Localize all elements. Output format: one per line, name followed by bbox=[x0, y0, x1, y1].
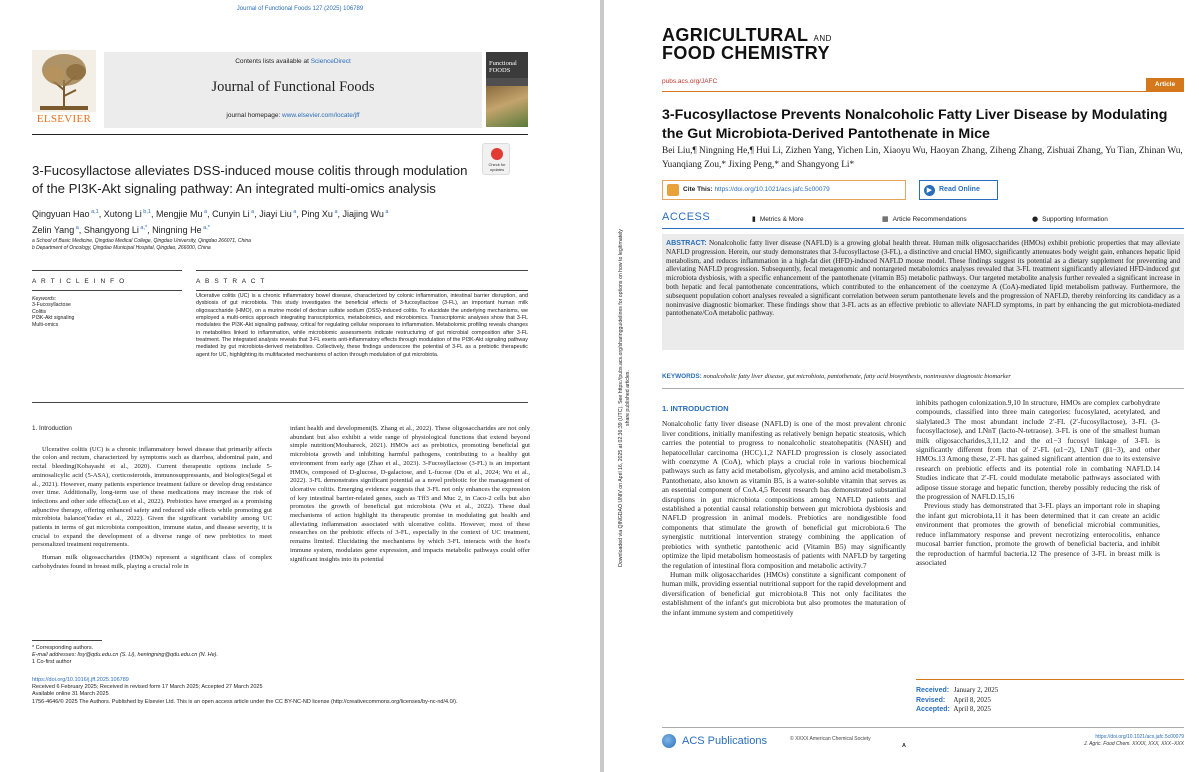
author-affiliation-marker[interactable]: a bbox=[383, 209, 389, 215]
author-name: Cunyin Li bbox=[212, 209, 250, 219]
supporting-info-icon: ● bbox=[1032, 215, 1039, 223]
keywords-text: nonalcoholic fatty liver disease, gut microbiota, pantothenate, fatty acid biosynthesis, noninvasive diagnostic biomarker bbox=[703, 373, 1011, 380]
date-revised: Revised: April 8, 2025 bbox=[916, 695, 991, 704]
author-affiliation-marker[interactable]: a,* bbox=[201, 225, 210, 231]
author-affiliation-marker[interactable]: a,* bbox=[138, 225, 148, 231]
journal-homepage-link[interactable]: www.elsevier.com/locate/jff bbox=[282, 112, 360, 119]
date-accepted: Accepted: April 8, 2025 bbox=[916, 705, 991, 713]
recommendations-icon: ▦ bbox=[882, 215, 889, 223]
journal-citation-line[interactable]: Journal of Functional Foods 127 (2025) 106789 bbox=[236, 6, 364, 12]
footer-citation: J. Agric. Food Chem. XXXX, XXX, XXX−XXX bbox=[1084, 740, 1184, 747]
keywords-block bbox=[32, 296, 182, 328]
article-type-badge: Article bbox=[1146, 78, 1184, 91]
body-column-left bbox=[32, 425, 272, 572]
paragraph: infant health and development(B. Zhang et al., 2022). These oligosaccharides are not only abundant but also exhibit a wide range of physiological functions that extend beyond simple nutrition(Moubareck, 2021). HMOs act as prebiotics, promoting beneficial gut microbiota growth and inhibiting harmful pathogens, contributing to a healthy gut environment from early age (Zhao et al., 2023). 3-Fucosyllactose (3-FL) is an important HMOs, composed of D-glucose, D-galactose, and L-fucose (Du et al., 2024; Wu et al., 2022). 3-FL demonstrates significant potential as a novel prebiotic for the management of ulcerative colitis. Emerging evidence suggests that 3-FL not only enhances the expression of key intestinal barrier-related genes, such as Tff3 and Muc 2, in Caco-2 cells but also promotes the growth of beneficial gut microbiota (Wu et al., 2022). These dual mechanisms of action highlight its therapeutic promise in modulating gut health and alleviating inflammation associated with ulcerative colitis. However, most of these researches on the prebiotic effects of 3-FL, especially in the context of UC treatment, remains limited. Elucidating the mechanisms by which 3-FL interacts with the host's immune system, modulates gene expression, and impacts metabolic pathways could offer significant insights into its potential bbox=[290, 425, 530, 563]
sciencedirect-link[interactable]: ScienceDirect bbox=[310, 58, 351, 65]
author-name: Qingyuan Hao bbox=[32, 209, 90, 219]
elsevier-tree-logo bbox=[32, 50, 96, 120]
cover-image bbox=[486, 86, 528, 127]
intro-heading: 1. Introduction bbox=[32, 425, 72, 432]
body-column-right bbox=[916, 398, 1160, 567]
abstract-text: Ulcerative colitis (UC) is a chronic inflammatory bowel disease, characterized by colonic inflammation, intestinal barrier disruption, and dysbiosis of gut microbiota. This study investigates the beneficial effects of 3-fucosyllactose (3-FL), an important human milk oligosaccharide (HMO), on a murine model of dextran sulfate sodium (DSS)-induced colitis. To elucidate the underlying mechanisms, we employed a multi-omics approach integrating transcriptomics, metabolomics, and microbiomics. Transcriptomic analyses show that 3-FL modulates the PI3K-Akt signaling pathway, critical for regulating cellular responses to inflammation. Metabolomic profiling reveals changes in metabolites linked to inflammation, while microbiomic assessments indicate restructuring of gut microbial composition after 3-FL treatment. The integrated analysis reveals that 3-FL exerts anti-inflammatory effects through modulation of the PI3K-Akt signaling pathway mediated by gut microbiota-derived metabolites. Collectively, these findings underscore the potential of 3-FL as a prebiotic therapeutic agent for UC, highlighting its multifaceted mechanisms of action through modulation of gut microbiota. bbox=[196, 293, 528, 358]
author-name: Mengjie Mu bbox=[155, 209, 203, 219]
tab-metrics-and-more[interactable]: ▮ Metrics & More bbox=[752, 215, 804, 223]
affiliation-a: a School of Basic Medicine, Qingdao Medical College, Qingdao University, Qingdao 266071, China bbox=[32, 238, 251, 244]
paragraph: Human milk oligosaccharides (HMOs) represent a significant class of complex carbohydrates found in breast milk, playing a crucial role in bbox=[32, 554, 272, 570]
author-affiliation-marker[interactable]: a bbox=[249, 209, 255, 215]
author-name: Shangyong Li bbox=[83, 225, 139, 235]
page-journal-of-agricultural-and-food-chemistry: Downloaded via QINGDAO UNIV on April 16, 2025 at 02:36:39 (UTC). See https://pubs.acs.org/sharingguidelines for options on how to legitimately share published articles. AGRICULTURAL AND FOOD CHEMISTRY pubs.acs.org/JAFC Article 3-Fucosyllactose Prevents Nonalcoholic Fatty Liver Disease by Modulating the Gut Microbiota-Derived Pantothenate in Mice Bei Liu,¶ Ningning He,¶ Hui Li, Zizhen Yang, Yichen Lin, Xiaoyu Wu, Haoyan Zhang, Ziheng Zhang, Zishuai Zhang, Yu Tian, Zhinan Wu, Yuanqiang Zou,* Jixing Peng,* and Shangyong Li* Cite This: https://doi.org/10.1021/acs.jafc.5c00079 ▶ Read Online ACCESS ▮ Metrics & More ▦ Article Recommendations ● Supporting Information ABSTRACT: Nonalcoholic fatty liver disease (NAFLD) is a growing global health threat. Human milk oligosaccharides (HMOs) exhibit prebiotic properties that may alleviate NAFLD progression. Herein, our study demonstrates that 3-fucosyllactose (3-FL), a distinctive and crucial HMO, significantly attenuates body weight gain, enhances hepatic lipid metabolism, and reduces inflammation in a high-fat diet (HFD)-induced NAFLD mouse model. These findings suggest its potential as a dietary supplement for preventing and alleviating NAFLD progression. Subsequently, fecal metagenomic and nontargeted metabolomics analyses revealed that 3-FL treatment significantly alleviated HFD-induced gut microbiota dysbiosis, with a specific enhancement of the pantothenate (vitamin B5) metabolic pathways. Our targeted metabolite analysis further revealed a significant increase in both hepatic and fecal pantothenate concentrations, which contributed to the enhancement of the coenzyme A (CoA)-mediated lipid metabolism pathway. Furthermore, the subsequent population cohort analyses revealed a significant correlation between serum pantothenate levels and the progression of NAFLD, thereby reinforcing its candidacy as a noninvasive diagnostic biomarker. These findings show that 3-FL acts as an effective prebiotic to alleviate NAFLD symptoms, in part by enhancing the gut microbiota-mediated pantothenate/CoA metabolic pathway. KEYWORDS: nonalcoholic fatty liver disease, gut microbiota, pantothenate, fatty acid biosynthesis, noninvasive diagnostic biomarker 1. INTRODUCTION Nonalcoholic fatty liver disease (NAFLD) is one of the most prevalent chronic liver conditions, initially manifesting as relatively benign hepatic steatosis, which carries the potential to progress to nonalcoholic steatohepatitis (NASH) and hepatocellular carcinoma (HCC).1,2 NAFLD progression is closely associated with coenzyme A (CoA), which plays a crucial role in various biochemical pathways such as fatty acid metabolism, glycolysis, and amino acid metabolism.3 Pantothenate, also known as vitamin B5, is a water-soluble vitamin that serves as an essential component of CoA.4,5 Recent research has demonstrated substantial disruptions in gut microbiota compositions among NAFLD patients and established a potential causal relationship between gut microbiota dysbiosis and NAFLD progression in animal models. Prebiotics are nondigestible food components that stimulate the growth of beneficial gut microbiota.6 The synergistic nutritional intervention strategy combining the application of prebiotics with synthetic pantothenic acid (Vitamin B5) may significantly optimize the lipid metabolism homeostasis of patients with NAFLD by targeting the regulation of intestinal flora composition and metabolic activity.7 Human milk oligosaccharides (HMOs) constitute a significant component of human milk, providing essential nutritional support for the rapid development and diversification of beneficial gut microbiota.8 This not only facilitates the establishment of the infant's gut microbiota but also promotes the maturation of the infant immune system and competitively inhibits pathogen colonization.9,10 In structure, HMOs are complex carbohydrate compounds, classified into three main categories: fucosylated, acetylated, and sialylated.3 The most abundant include 2′-FL (2′-fucosyllactose), 3-FL (3-fucosyllactose), and LNnT (lacto-N-tetraose). 3-FL is one of the smallest human milk oligosaccharides,3,11,12 and the α1−3 fucosyl linkage of 3-FL is significantly different from that of 2′-FL (α1−2), LNnT (β1−3), and other HMOs.13 Among these, 2′-FL has gained significant attention due to its extensive research on prebiotic effects and its potential role in combating NAFLD.14 Studies indicate that 2′-FL could modulate metabolic pathways associated with adipose tissue storage and hepatic function, thereby possibly reducing the risk of the progression of NAFLD.15,16 Previous study has demonstrated that 3-FL plays an important role in shaping the infant gut microbiota,11 it has been determined that it can create an acidic environment that promotes the growth of beneficial microbial communities, reduce inflammatory response and prevent necrotizing enterocolitis, enhance mucosal barrier function, promote the growth of beneficial bacteria, and inhibit the reproduction of harmful bacteria.12 The presence of 3-FL in breast milk is associated Received: January 2, 2025 Revised: April 8, 2025 Accepted: April 8, 2025 ACS Publications © XXXX American Chemical Society A https://doi.org/10.1021/acs.jafc.5c00079 J. Agric. Food Chem. XXXX, XXX, XXX−XXX bbox=[604, 0, 1199, 772]
footer-doi-link[interactable]: https://doi.org/10.1021/acs.jafc.5c00079 bbox=[1095, 734, 1184, 740]
author-affiliation-marker[interactable]: a,1 bbox=[89, 209, 99, 215]
cite-icon bbox=[667, 184, 679, 196]
journal-cover-thumbnail bbox=[486, 52, 528, 127]
paragraph: Ulcerative colitis (UC) is a chronic inflammatory bowel disease that primarily affects the colon and rectum, characterized by symptoms such as diarrhea, abdominal pain, and rectal bleeding(Kobayashi et al., 2020). Current therapeutic options include 5-aminosalicylic acid (5-ASA), corticosteroids, immunosuppressants, and biologics(Segal et al., 2021). However, many patients experience treatment failure or develop drug resistance over time. Additionally, long-term use of these medications may increase the risk of infections and other side effects(Luo et al., 2022). Prebiotics have emerged as a promising adjunctive therapy, offering enhanced safety and reduced side effects while promoting gut microbiota balance(Yadav et al., 2022). Given the significant variability among UC patients in terms of gut microbiota composition, immune status, and disease severity, it is crucial to expand the development of a diverse range of new prebiotics to meet personalized treatment requirements. bbox=[32, 445, 272, 549]
abstract-heading: A B S T R A C T bbox=[196, 278, 266, 285]
journal-homepage-line: journal homepage: www.elsevier.com/locate/jff bbox=[226, 112, 360, 119]
keywords-label: KEYWORDS: bbox=[662, 373, 702, 380]
paragraph: Previous study has demonstrated that 3-FL plays an important role in shaping the infant gut microbiota,11 it has been determined that it can create an acidic environment that promotes the growth of beneficial microbial communities, reduce inflammatory response and prevent necrotizing enterocolitis, enhance mucosal barrier function, promote the growth of beneficial bacteria, and inhibit the reproduction of harmful bacteria.12 The presence of 3-FL in breast milk is associated bbox=[916, 501, 1160, 567]
article-dates bbox=[916, 679, 1184, 715]
footnotes bbox=[32, 645, 532, 667]
available-online: Available online 31 March 2025 bbox=[32, 691, 109, 698]
cover-journal-name: Functional FOODS bbox=[489, 60, 517, 74]
metrics-icon: ▮ bbox=[752, 215, 756, 223]
cite-this-box[interactable] bbox=[662, 180, 906, 200]
abstract-label: ABSTRACT: bbox=[666, 239, 707, 247]
page-letter: A bbox=[902, 743, 906, 749]
footnote-cofirst: 1 Co-first author bbox=[32, 659, 72, 666]
article-title: 3-Fucosyllactose alleviates DSS-induced mouse colitis through modulation of the PI3K-Akt signaling pathway: An integrated multi-omics analysis bbox=[32, 163, 468, 196]
abstract-box bbox=[662, 234, 1184, 350]
access-bar bbox=[662, 211, 1184, 229]
check-for-updates-badge[interactable]: Check for updates bbox=[482, 143, 510, 175]
acs-publications-wordmark: ACS Publications bbox=[682, 735, 767, 747]
tab-supporting-information[interactable]: ● Supporting Information bbox=[1032, 215, 1108, 223]
history-line: Received 6 February 2025; Received in revised form 17 March 2025; Accepted 27 March 2025 bbox=[32, 684, 263, 691]
author-affiliation-marker[interactable]: a bbox=[332, 209, 338, 215]
author-affiliation-marker[interactable]: a bbox=[74, 225, 79, 231]
author-line-2: Zelin Yang $^a$, Shangyong Li $^{a,*}$, Ningning He $^{a,*}$ bbox=[32, 225, 210, 235]
author-name: Jiayi Liu bbox=[259, 209, 292, 219]
author-affiliation-marker[interactable]: b,1 bbox=[141, 209, 151, 215]
article-info-heading: A R T I C L E I N F O bbox=[32, 278, 126, 285]
footnote-corresponding: * Corresponding authors. bbox=[32, 645, 94, 651]
keywords-line bbox=[662, 373, 1184, 380]
journal-url-link[interactable]: pubs.acs.org/JAFC bbox=[662, 78, 718, 85]
cite-doi-link[interactable]: https://doi.org/10.1021/acs.jafc.5c00079 bbox=[714, 186, 830, 193]
author-name: Ningning He bbox=[152, 225, 202, 235]
author-name: Zelin Yang bbox=[32, 225, 75, 235]
keywords-label: Keywords: bbox=[32, 296, 57, 302]
journal-masthead bbox=[104, 52, 482, 128]
article-title: 3-Fucosyllactose Prevents Nonalcoholic Fatty Liver Disease by Modulating the Gut Microbiota-Derived Pantothenate in Mice bbox=[662, 107, 1168, 142]
journal-brand-line-2: FOOD CHEMISTRY bbox=[662, 43, 830, 63]
author-affiliation-marker[interactable]: a bbox=[291, 209, 297, 215]
author-affiliation-marker[interactable]: a bbox=[202, 209, 208, 215]
acs-logo-icon bbox=[662, 734, 676, 748]
play-icon: ▶ bbox=[924, 185, 935, 196]
access-label: ACCESS bbox=[662, 211, 711, 223]
body-column-right bbox=[290, 425, 530, 564]
abstract-text: ABSTRACT: Nonalcoholic fatty liver disease (NAFLD) is a growing global health threat. Human milk oligosaccharides (HMOs) exhibit prebiotic properties that may alleviate NAFLD progression. Herein, our study demonstrates that 3-fucosyllactose (3-FL), a distinctive and crucial HMO, significantly attenuates body weight gain, enhances hepatic lipid metabolism, and reduces inflammation in a high-fat diet (HFD)-induced NAFLD mouse model. These findings suggest its potential as a dietary supplement for preventing and alleviating NAFLD progression. Subsequently, fecal metagenomic and nontargeted metabolomics analyses revealed that 3-FL treatment significantly alleviated HFD-induced gut microbiota dysbiosis, with a specific enhancement of the pantothenate (vitamin B5) metabolic pathways. Our targeted metabolite analysis further revealed a significant increase in both hepatic and fecal pantothenate concentrations, which contributed to the enhancement of the coenzyme A (CoA)-mediated lipid metabolism pathway. Furthermore, the subsequent population cohort analyses revealed a significant correlation between serum pantothenate levels and the progression of NAFLD, thereby reinforcing its candidacy as a noninvasive diagnostic biomarker. These findings show that 3-FL acts as an effective prebiotic to alleviate NAFLD symptoms, in part by enhancing the gut microbiota-mediated pantothenate/CoA metabolic pathway. bbox=[666, 239, 1180, 318]
copyright-line: © XXXX American Chemical Society bbox=[790, 736, 871, 742]
publication-info bbox=[32, 677, 532, 706]
author-name: Jiajing Wu bbox=[342, 209, 384, 219]
check-updates-icon bbox=[491, 148, 503, 160]
journal-title: Journal of Functional Foods bbox=[211, 79, 375, 95]
keyword: PI3K-Akt signaling bbox=[32, 315, 75, 322]
journal-brand-line-1: AGRICULTURAL AND bbox=[662, 25, 832, 45]
read-online-button[interactable]: ▶ Read Online bbox=[919, 180, 998, 200]
doi-link[interactable]: https://doi.org/10.1016/j.jff.2025.106789 bbox=[32, 677, 129, 683]
contents-available-line: Contents lists available at ScienceDirect bbox=[235, 58, 351, 65]
keyword: 3-Fucosyllactose bbox=[32, 302, 71, 309]
license-line: 1756-4646/© 2025 The Authors. Published by Elsevier Ltd. This is an open access article under the CC BY-NC-ND license (http://creativecommons.org/licenses/by-nc-nd/4.0/). bbox=[32, 698, 458, 705]
body-column-left bbox=[662, 404, 906, 617]
author-line-1: Qingyuan Hao $^{a,1}$, Xutong Li $^{b,1}$, Mengjie Mu $^a$, Cunyin Li $^a$, Jiayi Liu $^a$, Ping Xu $^a$, Jiajing Wu $^a$ bbox=[32, 209, 389, 219]
author-list: Bei Liu,¶ Ningning He,¶ Hui Li, Zizhen Yang, Yichen Lin, Xiaoyu Wu, Haoyan Zhang, Ziheng Zhang, Zishuai Zhang, Yu Tian, Zhinan Wu, Yuanqiang Zou,* Jixing Peng,* and Shangyong Li* bbox=[662, 146, 1183, 170]
author-list bbox=[32, 205, 502, 237]
affiliation-b: b Department of Oncology, Qingdao Municipal Hospital, Qingdao, 266000, China bbox=[32, 245, 211, 251]
footnote-email: E-mail addresses: lisy@qdu.edu.cn (S. Li), heningning@qdu.edu.cn (N. He). bbox=[32, 652, 219, 659]
paragraph: inhibits pathogen colonization.9,10 In structure, HMOs are complex carbohydrate compounds, classified into three main categories: fucosylated, acetylated, and sialylated.3 The most abundant include 2′-FL (2′-fucosyllactose), 3-FL (3-fucosyllactose), and LNnT (lacto-N-tetraose). 3-FL is one of the smallest human milk oligosaccharides,3,11,12 and the α1−3 fucosyl linkage of 3-FL is significantly different from that of 2′-FL (α1−2), LNnT (β1−3), and other HMOs.13 Among these, 2′-FL has gained significant attention due to its extensive research on prebiotic effects and its potential role in combating NAFLD.14 Studies indicate that 2′-FL could modulate metabolic pathways associated with adipose tissue storage and hepatic function, thereby possibly reducing the risk of the progression of NAFLD.15,16 bbox=[916, 398, 1160, 502]
author-name: Xutong Li bbox=[103, 209, 142, 219]
paragraph: Nonalcoholic fatty liver disease (NAFLD) is one of the most prevalent chronic liver conditions, initially manifesting as relatively benign hepatic steatosis, which carries the potential to progress to nonalcoholic steatohepatitis (NASH) and hepatocellular carcinoma (HCC).1,2 NAFLD progression is closely associated with coenzyme A (CoA), which plays a crucial role in various biochemical pathways such as fatty acid metabolism, glycolysis, and amino acid metabolism.3 Pantothenate, also known as vitamin B5, is a water-soluble vitamin that serves as an essential component of CoA.4,5 Recent research has demonstrated substantial disruptions in gut microbiota compositions among NAFLD patients and established a potential causal relationship between gut microbiota dysbiosis and NAFLD progression in animal models. Prebiotics are nondigestible food components that stimulate the growth of beneficial gut microbiota.6 The synergistic nutritional intervention strategy combining the application of prebiotics with synthetic pantothenic acid (Vitamin B5) may significantly optimize the lipid metabolism homeostasis of patients with NAFLD by targeting the regulation of intestinal flora composition and metabolic activity.7 bbox=[662, 419, 906, 570]
masthead-rule bbox=[32, 134, 528, 135]
author-name: Ping Xu bbox=[301, 209, 333, 219]
header-rule bbox=[662, 91, 1184, 92]
elsevier-wordmark: ELSEVIER bbox=[36, 113, 92, 125]
tab-article-recommendations[interactable]: ▦ Article Recommendations bbox=[882, 215, 967, 223]
intro-heading: 1. INTRODUCTION bbox=[662, 404, 729, 413]
keyword: Colitis bbox=[32, 308, 47, 315]
paragraph: Human milk oligosaccharides (HMOs) constitute a significant component of human milk, providing essential nutritional support for the rapid development and diversification of beneficial gut microbiota.8 This not only facilitates the establishment of the infant's gut microbiota but also promotes the maturation of the infant immune system and competitively bbox=[662, 569, 906, 617]
keyword: Multi-omics bbox=[32, 321, 59, 328]
cite-label: Cite This: bbox=[683, 186, 713, 193]
date-received: Received: January 2, 2025 bbox=[916, 686, 999, 694]
footer-reference bbox=[1084, 734, 1184, 747]
